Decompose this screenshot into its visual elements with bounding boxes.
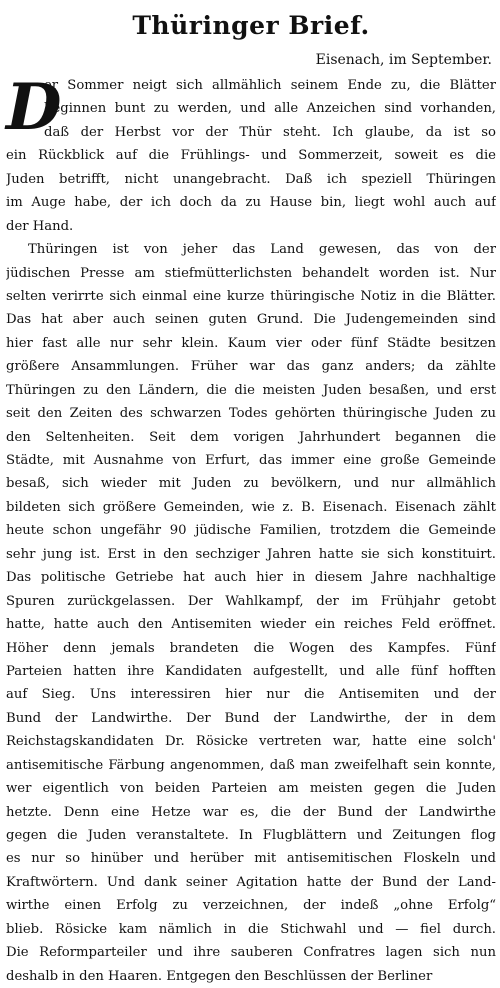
text-line: antisemitische Färbung angenommen, daß man zweifelhaft sein konnte,: [6, 757, 496, 773]
paragraph-main: [6, 238, 496, 988]
text-line: Die Reformparteiler und ihre sauberen Confratres lagen sich nun: [6, 945, 496, 961]
text-line: Thüringen zu den Ländern, die die meisten Juden besaßen, und erst: [6, 382, 496, 398]
text-line: er Sommer neigt sich allmählich seinem Ende zu, die Blätter: [44, 78, 496, 93]
text-line: Thüringen ist von jeher das Land gewesen, das von der: [28, 242, 496, 258]
text-line: wer eigentlich von beiden Parteien am meisten gegen die Juden: [6, 781, 496, 797]
text-line: Das politische Getriebe hat auch hier in diesem Jahre nachhaltige: [6, 570, 496, 586]
article-title: Thüringer Brief.: [132, 11, 370, 40]
text-line: sehr jung ist. Erst in den sechziger Jahren hatte sie sich konstituirt.: [6, 546, 496, 562]
text-line: hatte, hatte auch den Antisemiten wieder ein reiches Feld eröffnet.: [6, 617, 496, 633]
text-line: Das hat aber auch seinen guten Grund. Die Judengemeinden sind: [6, 312, 496, 328]
text-line: hier fast alle nur sehr klein. Kaum vier oder fünf Städte besitzen: [6, 335, 496, 351]
drop-cap-initial: D: [6, 70, 62, 145]
text-line: besaß, sich wieder mit Juden zu bevölkern, und nur allmählich: [6, 476, 496, 492]
text-line: wirthe einen Erfolg zu verzeichnen, der indeß „ohne Erfolg“: [6, 898, 496, 914]
text-line: Juden betrifft, nicht unangebracht. Daß ich speziell Thüringen: [6, 171, 496, 187]
text-line: jüdischen Presse am stiefmütterlichsten behandelt worden ist. Nur: [6, 265, 496, 281]
text-line: Spuren zurückgelassen. Der Wahlkampf, der im Frühjahr getobt: [6, 593, 496, 609]
text-line: Reichstagskandidaten Dr. Rösicke vertreten war, hatte eine solch': [6, 734, 496, 750]
text-line: im Auge habe, der ich doch da zu Hause bin, liegt wohl auch auf: [6, 195, 496, 211]
text-line: größere Ansammlungen. Früher war das ganz anders; da zählte: [6, 359, 496, 375]
text-line: deshalb in den Haaren. Entgegen den Beschlüssen der Berliner: [6, 968, 433, 984]
text-line: Parteien hatten ihre Kandidaten aufgestellt, und alle fünf hofften: [6, 663, 496, 679]
text-line: selten verirrte sich einmal eine kurze thüringische Notiz in die Blätter.: [6, 288, 496, 304]
text-line: bildeten sich größere Gemeinden, wie z. B. Eisenach. Eisenach zählt: [6, 499, 496, 515]
text-line: Bund der Landwirthe. Der Bund der Landwirthe, der in dem: [6, 710, 496, 726]
paragraph-intro: [6, 70, 496, 238]
text-line: ein Rückblick auf die Frühlings- und Sommerzeit, soweit es die: [6, 148, 496, 164]
text-line: den Seltenheiten. Seit dem vorigen Jahrhundert begannen die: [6, 429, 496, 445]
text-line: es nur so hinüber und herüber mit antisemitischen Floskeln und: [6, 851, 496, 867]
text-line: auf Sieg. Uns interessiren hier nur die Antisemiten und der: [6, 687, 496, 703]
text-line: beginnen bunt zu werden, und alle Anzeichen sind vorhanden,: [44, 101, 496, 117]
text-line: daß der Herbst vor der Thür steht. Ich glaube, da ist so: [44, 124, 496, 140]
text-line: Städte, mit Ausnahme von Erfurt, das immer eine große Gemeinde: [6, 453, 496, 468]
text-line: gegen die Juden veranstaltete. In Flugblättern und Zeitungen flog: [6, 828, 496, 843]
text-line: seit den Zeiten des schwarzen Todes gehörten thüringische Juden zu: [6, 406, 496, 422]
text-line: heute schon ungefähr 90 jüdische Familien, trotzdem die Gemeinde: [6, 523, 496, 539]
text-line: Kraftwörtern. Und dank seiner Agitation hatte der Bund der Land-: [6, 874, 496, 890]
dateline: Eisenach, im September.: [315, 52, 492, 68]
text-line: der Hand.: [6, 218, 74, 234]
text-line: blieb. Rösicke kam nämlich in die Stichwahl und — fiel durch.: [6, 921, 496, 937]
text-line: hetzte. Denn eine Hetze war es, die der Bund der Landwirthe: [6, 804, 496, 820]
text-line: Höher denn jemals brandeten die Wogen des Kampfes. Fünf: [6, 640, 496, 656]
